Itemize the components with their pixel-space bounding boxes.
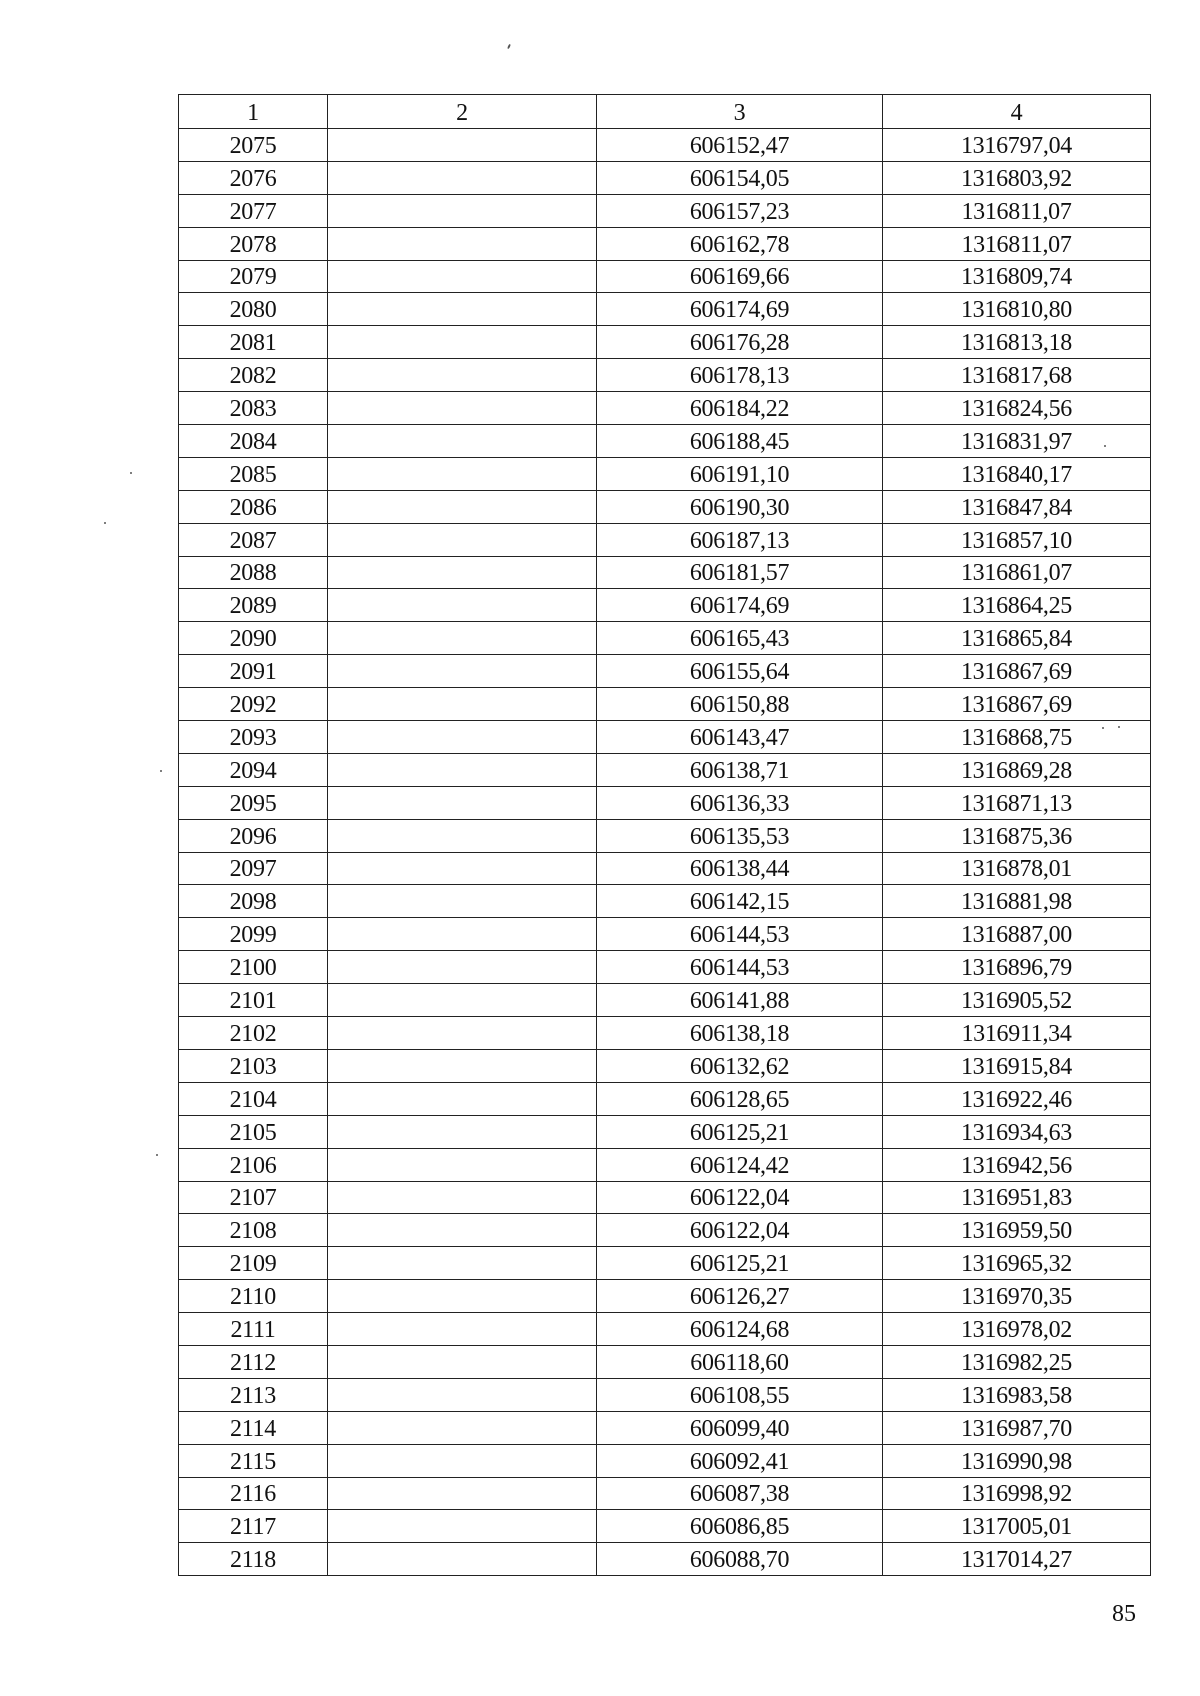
column-2-cell xyxy=(328,1444,597,1477)
y-coordinate-cell: 1316915,84 xyxy=(883,1049,1151,1082)
x-coordinate-cell: 606086,85 xyxy=(597,1510,883,1543)
y-coordinate-cell: 1316871,13 xyxy=(883,786,1151,819)
x-coordinate-cell: 606136,33 xyxy=(597,786,883,819)
table-row xyxy=(179,1017,1151,1050)
point-number-cell: 2099 xyxy=(179,918,328,951)
table-row xyxy=(179,1214,1151,1247)
point-number-cell: 2090 xyxy=(179,622,328,655)
x-coordinate-cell: 606155,64 xyxy=(597,655,883,688)
x-coordinate-cell: 606169,66 xyxy=(597,260,883,293)
table-row xyxy=(179,1378,1151,1411)
y-coordinate-cell: 1316797,04 xyxy=(883,129,1151,162)
x-coordinate-cell: 606124,68 xyxy=(597,1313,883,1346)
x-coordinate-cell: 606191,10 xyxy=(597,457,883,490)
y-coordinate-cell: 1316983,58 xyxy=(883,1378,1151,1411)
y-coordinate-cell: 1316840,17 xyxy=(883,457,1151,490)
point-number-cell: 2106 xyxy=(179,1148,328,1181)
column-2-cell xyxy=(328,425,597,458)
x-coordinate-cell: 606125,21 xyxy=(597,1247,883,1280)
column-2-cell xyxy=(328,359,597,392)
column-2-cell xyxy=(328,1247,597,1280)
y-coordinate-cell: 1316905,52 xyxy=(883,984,1151,1017)
x-coordinate-cell: 606184,22 xyxy=(597,392,883,425)
x-coordinate-cell: 606176,28 xyxy=(597,326,883,359)
point-number-cell: 2097 xyxy=(179,852,328,885)
column-2-cell xyxy=(328,194,597,227)
y-coordinate-cell: 1317014,27 xyxy=(883,1543,1151,1576)
y-coordinate-cell: 1316998,92 xyxy=(883,1477,1151,1510)
point-number-cell: 2085 xyxy=(179,457,328,490)
x-coordinate-cell: 606143,47 xyxy=(597,721,883,754)
column-2-cell xyxy=(328,457,597,490)
x-coordinate-cell: 606142,15 xyxy=(597,885,883,918)
x-coordinate-cell: 606165,43 xyxy=(597,622,883,655)
point-number-cell: 2112 xyxy=(179,1345,328,1378)
point-number-cell: 2089 xyxy=(179,589,328,622)
y-coordinate-cell: 1316887,00 xyxy=(883,918,1151,951)
y-coordinate-cell: 1316803,92 xyxy=(883,161,1151,194)
point-number-cell: 2078 xyxy=(179,227,328,260)
x-coordinate-cell: 606138,71 xyxy=(597,753,883,786)
y-coordinate-cell: 1316990,98 xyxy=(883,1444,1151,1477)
table-row xyxy=(179,885,1151,918)
table-row xyxy=(179,490,1151,523)
x-coordinate-cell: 606122,04 xyxy=(597,1214,883,1247)
table-row xyxy=(179,129,1151,162)
column-2-cell xyxy=(328,951,597,984)
table-row xyxy=(179,556,1151,589)
table-row xyxy=(179,1477,1151,1510)
point-number-cell: 2109 xyxy=(179,1247,328,1280)
point-number-cell: 2114 xyxy=(179,1411,328,1444)
table-row xyxy=(179,260,1151,293)
y-coordinate-cell: 1316813,18 xyxy=(883,326,1151,359)
x-coordinate-cell: 606157,23 xyxy=(597,194,883,227)
table-row xyxy=(179,457,1151,490)
column-2-cell xyxy=(328,655,597,688)
table-row xyxy=(179,918,1151,951)
table-row xyxy=(179,622,1151,655)
x-coordinate-cell: 606154,05 xyxy=(597,161,883,194)
column-header: 1 xyxy=(179,95,328,129)
table-row xyxy=(179,425,1151,458)
y-coordinate-cell: 1316847,84 xyxy=(883,490,1151,523)
column-2-cell xyxy=(328,589,597,622)
scan-speck xyxy=(507,44,511,49)
point-number-cell: 2095 xyxy=(179,786,328,819)
y-coordinate-cell: 1316896,79 xyxy=(883,951,1151,984)
point-number-cell: 2087 xyxy=(179,523,328,556)
y-coordinate-cell: 1316959,50 xyxy=(883,1214,1151,1247)
point-number-cell: 2080 xyxy=(179,293,328,326)
point-number-cell: 2113 xyxy=(179,1378,328,1411)
y-coordinate-cell: 1316824,56 xyxy=(883,392,1151,425)
x-coordinate-cell: 606118,60 xyxy=(597,1345,883,1378)
point-number-cell: 2116 xyxy=(179,1477,328,1510)
column-2-cell xyxy=(328,918,597,951)
table-row xyxy=(179,359,1151,392)
y-coordinate-cell: 1316965,32 xyxy=(883,1247,1151,1280)
point-number-cell: 2118 xyxy=(179,1543,328,1576)
point-number-cell: 2101 xyxy=(179,984,328,1017)
x-coordinate-cell: 606124,42 xyxy=(597,1148,883,1181)
point-number-cell: 2103 xyxy=(179,1049,328,1082)
column-2-cell xyxy=(328,1378,597,1411)
y-coordinate-cell: 1316942,56 xyxy=(883,1148,1151,1181)
column-2-cell xyxy=(328,260,597,293)
table-row xyxy=(179,1543,1151,1576)
table-row xyxy=(179,984,1151,1017)
point-number-cell: 2111 xyxy=(179,1313,328,1346)
scan-speck xyxy=(160,770,162,772)
point-number-cell: 2104 xyxy=(179,1082,328,1115)
column-2-cell xyxy=(328,293,597,326)
y-coordinate-cell: 1316867,69 xyxy=(883,688,1151,721)
point-number-cell: 2094 xyxy=(179,753,328,786)
x-coordinate-cell: 606190,30 xyxy=(597,490,883,523)
x-coordinate-cell: 606128,65 xyxy=(597,1082,883,1115)
point-number-cell: 2084 xyxy=(179,425,328,458)
x-coordinate-cell: 606187,13 xyxy=(597,523,883,556)
point-number-cell: 2079 xyxy=(179,260,328,293)
scan-speck xyxy=(104,522,106,524)
point-number-cell: 2105 xyxy=(179,1115,328,1148)
x-coordinate-cell: 606144,53 xyxy=(597,918,883,951)
y-coordinate-cell: 1316817,68 xyxy=(883,359,1151,392)
point-number-cell: 2098 xyxy=(179,885,328,918)
x-coordinate-cell: 606181,57 xyxy=(597,556,883,589)
column-2-cell xyxy=(328,1115,597,1148)
table-row xyxy=(179,1115,1151,1148)
table-row xyxy=(179,227,1151,260)
x-coordinate-cell: 606138,44 xyxy=(597,852,883,885)
point-number-cell: 2092 xyxy=(179,688,328,721)
point-number-cell: 2091 xyxy=(179,655,328,688)
point-number-cell: 2088 xyxy=(179,556,328,589)
y-coordinate-cell: 1316869,28 xyxy=(883,753,1151,786)
table-row xyxy=(179,753,1151,786)
table-row xyxy=(179,819,1151,852)
point-number-cell: 2096 xyxy=(179,819,328,852)
x-coordinate-cell: 606162,78 xyxy=(597,227,883,260)
x-coordinate-cell: 606174,69 xyxy=(597,293,883,326)
column-2-cell xyxy=(328,1280,597,1313)
x-coordinate-cell: 606092,41 xyxy=(597,1444,883,1477)
point-number-cell: 2107 xyxy=(179,1181,328,1214)
y-coordinate-cell: 1316809,74 xyxy=(883,260,1151,293)
x-coordinate-cell: 606138,18 xyxy=(597,1017,883,1050)
point-number-cell: 2117 xyxy=(179,1510,328,1543)
y-coordinate-cell: 1316810,80 xyxy=(883,293,1151,326)
page-number: 85 xyxy=(1112,1601,1136,1627)
table-row xyxy=(179,688,1151,721)
table-row xyxy=(179,1082,1151,1115)
column-header: 4 xyxy=(883,95,1151,129)
point-number-cell: 2100 xyxy=(179,951,328,984)
column-2-cell xyxy=(328,721,597,754)
column-2-cell xyxy=(328,819,597,852)
table-row xyxy=(179,786,1151,819)
point-number-cell: 2115 xyxy=(179,1444,328,1477)
y-coordinate-cell: 1316861,07 xyxy=(883,556,1151,589)
header-row xyxy=(179,95,1151,129)
y-coordinate-cell: 1316922,46 xyxy=(883,1082,1151,1115)
table-row xyxy=(179,194,1151,227)
y-coordinate-cell: 1316978,02 xyxy=(883,1313,1151,1346)
table-row xyxy=(179,1313,1151,1346)
column-2-cell xyxy=(328,490,597,523)
table-body xyxy=(179,129,1151,1576)
table-row xyxy=(179,852,1151,885)
y-coordinate-cell: 1316934,63 xyxy=(883,1115,1151,1148)
table-row xyxy=(179,1247,1151,1280)
y-coordinate-cell: 1316881,98 xyxy=(883,885,1151,918)
scan-speck xyxy=(130,472,132,474)
x-coordinate-cell: 606178,13 xyxy=(597,359,883,392)
column-2-cell xyxy=(328,1148,597,1181)
table-row xyxy=(179,721,1151,754)
table-row xyxy=(179,1280,1151,1313)
point-number-cell: 2108 xyxy=(179,1214,328,1247)
x-coordinate-cell: 606126,27 xyxy=(597,1280,883,1313)
column-2-cell xyxy=(328,1477,597,1510)
table-row xyxy=(179,161,1151,194)
point-number-cell: 2075 xyxy=(179,129,328,162)
y-coordinate-cell: 1316970,35 xyxy=(883,1280,1151,1313)
table-row xyxy=(179,951,1151,984)
y-coordinate-cell: 1316951,83 xyxy=(883,1181,1151,1214)
column-2-cell xyxy=(328,786,597,819)
column-2-cell xyxy=(328,852,597,885)
y-coordinate-cell: 1316867,69 xyxy=(883,655,1151,688)
x-coordinate-cell: 606099,40 xyxy=(597,1411,883,1444)
x-coordinate-cell: 606132,62 xyxy=(597,1049,883,1082)
y-coordinate-cell: 1316831,97 xyxy=(883,425,1151,458)
y-coordinate-cell: 1316864,25 xyxy=(883,589,1151,622)
table-row xyxy=(179,1411,1151,1444)
y-coordinate-cell: 1317005,01 xyxy=(883,1510,1151,1543)
column-2-cell xyxy=(328,1214,597,1247)
column-2-cell xyxy=(328,1049,597,1082)
x-coordinate-cell: 606125,21 xyxy=(597,1115,883,1148)
table-row xyxy=(179,655,1151,688)
point-number-cell: 2110 xyxy=(179,1280,328,1313)
x-coordinate-cell: 606087,38 xyxy=(597,1477,883,1510)
column-2-cell xyxy=(328,1510,597,1543)
table-row xyxy=(179,1181,1151,1214)
table-row xyxy=(179,392,1151,425)
column-2-cell xyxy=(328,885,597,918)
table-row xyxy=(179,293,1151,326)
y-coordinate-cell: 1316875,36 xyxy=(883,819,1151,852)
y-coordinate-cell: 1316911,34 xyxy=(883,1017,1151,1050)
x-coordinate-cell: 606144,53 xyxy=(597,951,883,984)
column-2-cell xyxy=(328,556,597,589)
table-row xyxy=(179,1148,1151,1181)
column-2-cell xyxy=(328,753,597,786)
column-2-cell xyxy=(328,1181,597,1214)
column-2-cell xyxy=(328,1345,597,1378)
column-2-cell xyxy=(328,129,597,162)
point-number-cell: 2082 xyxy=(179,359,328,392)
y-coordinate-cell: 1316857,10 xyxy=(883,523,1151,556)
table-row xyxy=(179,1345,1151,1378)
scan-speck xyxy=(156,1154,158,1156)
x-coordinate-cell: 606122,04 xyxy=(597,1181,883,1214)
table-row xyxy=(179,326,1151,359)
point-number-cell: 2086 xyxy=(179,490,328,523)
column-2-cell xyxy=(328,326,597,359)
point-number-cell: 2077 xyxy=(179,194,328,227)
column-2-cell xyxy=(328,161,597,194)
point-number-cell: 2083 xyxy=(179,392,328,425)
x-coordinate-cell: 606152,47 xyxy=(597,129,883,162)
column-2-cell xyxy=(328,1017,597,1050)
x-coordinate-cell: 606174,69 xyxy=(597,589,883,622)
x-coordinate-cell: 606150,88 xyxy=(597,688,883,721)
table-row xyxy=(179,1049,1151,1082)
y-coordinate-cell: 1316868,75 xyxy=(883,721,1151,754)
column-2-cell xyxy=(328,1411,597,1444)
y-coordinate-cell: 1316811,07 xyxy=(883,227,1151,260)
x-coordinate-cell: 606188,45 xyxy=(597,425,883,458)
column-2-cell xyxy=(328,1082,597,1115)
x-coordinate-cell: 606141,88 xyxy=(597,984,883,1017)
point-number-cell: 2081 xyxy=(179,326,328,359)
y-coordinate-cell: 1316878,01 xyxy=(883,852,1151,885)
point-number-cell: 2076 xyxy=(179,161,328,194)
column-header: 2 xyxy=(328,95,597,129)
point-number-cell: 2093 xyxy=(179,721,328,754)
column-2-cell xyxy=(328,622,597,655)
table-row xyxy=(179,1510,1151,1543)
y-coordinate-cell: 1316865,84 xyxy=(883,622,1151,655)
y-coordinate-cell: 1316811,07 xyxy=(883,194,1151,227)
coordinates-table xyxy=(178,94,1151,1576)
table-row xyxy=(179,523,1151,556)
column-2-cell xyxy=(328,1313,597,1346)
x-coordinate-cell: 606108,55 xyxy=(597,1378,883,1411)
column-2-cell xyxy=(328,1543,597,1576)
table-row xyxy=(179,589,1151,622)
y-coordinate-cell: 1316982,25 xyxy=(883,1345,1151,1378)
y-coordinate-cell: 1316987,70 xyxy=(883,1411,1151,1444)
x-coordinate-cell: 606135,53 xyxy=(597,819,883,852)
point-number-cell: 2102 xyxy=(179,1017,328,1050)
column-2-cell xyxy=(328,523,597,556)
x-coordinate-cell: 606088,70 xyxy=(597,1543,883,1576)
column-header: 3 xyxy=(597,95,883,129)
column-2-cell xyxy=(328,688,597,721)
column-2-cell xyxy=(328,227,597,260)
table-row xyxy=(179,1444,1151,1477)
column-2-cell xyxy=(328,984,597,1017)
column-2-cell xyxy=(328,392,597,425)
